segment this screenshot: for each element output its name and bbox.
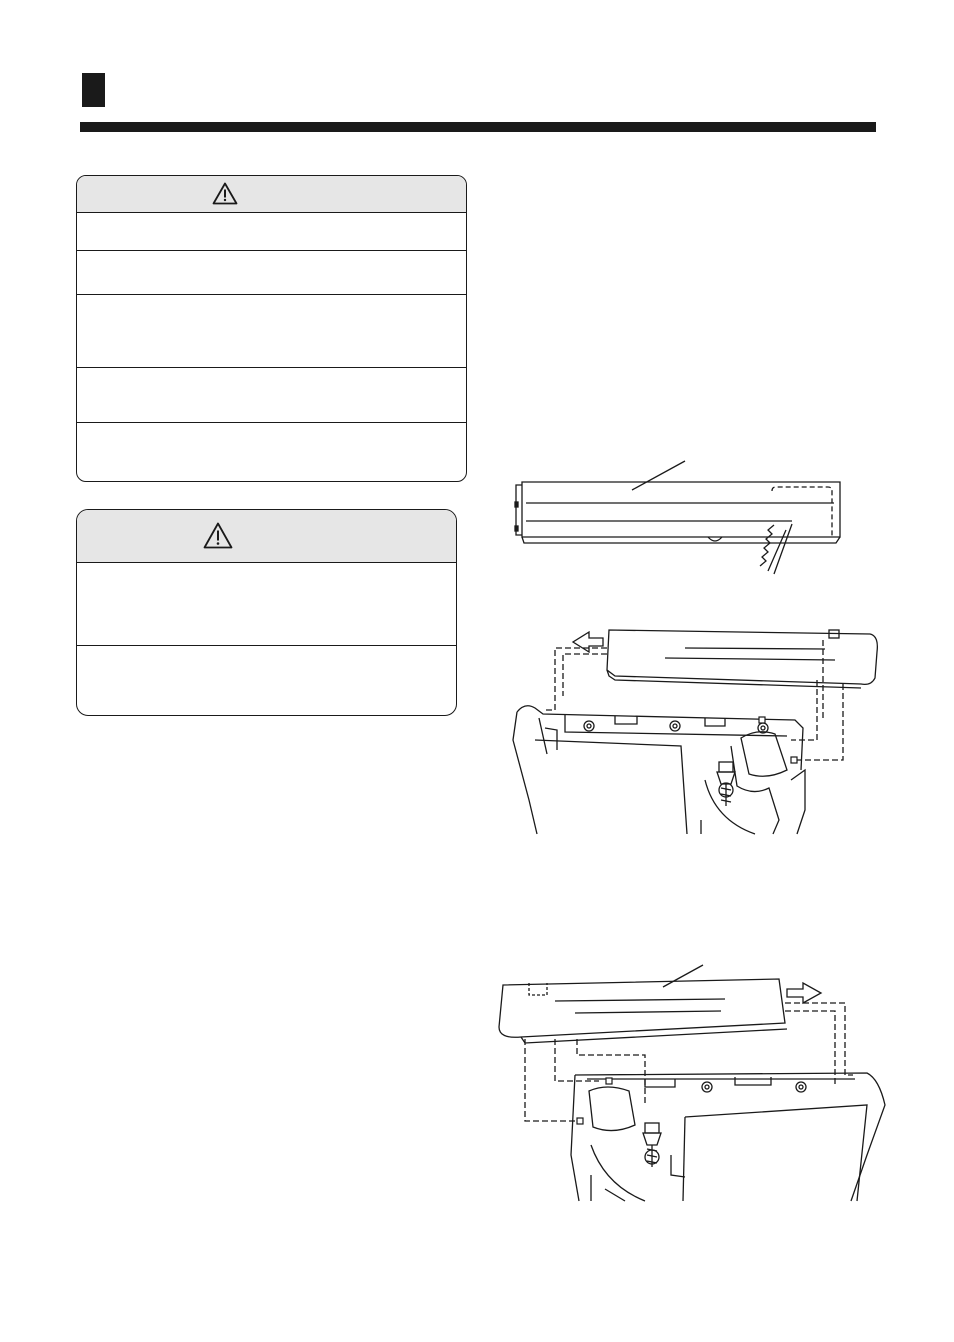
panel-removal-left-figure xyxy=(505,620,885,835)
warning-triangle-icon xyxy=(203,522,233,549)
caution-box-2-header xyxy=(77,510,456,563)
caution-box-1-row xyxy=(77,423,466,480)
caution-box-1-row xyxy=(77,213,466,251)
caution-box-1 xyxy=(76,175,467,482)
section-marker xyxy=(82,73,105,107)
warning-triangle-icon xyxy=(212,182,238,205)
caution-box-2 xyxy=(76,509,457,716)
caution-box-2-row xyxy=(77,646,456,714)
caution-box-1-header xyxy=(77,176,466,213)
panel-removal-right-figure xyxy=(495,955,900,1205)
caution-box-1-row xyxy=(77,368,466,423)
front-panel-side-figure xyxy=(510,455,850,577)
header-rule xyxy=(80,122,876,132)
caution-box-1-row xyxy=(77,295,466,368)
caution-box-2-row xyxy=(77,563,456,646)
caution-box-1-row xyxy=(77,251,466,295)
